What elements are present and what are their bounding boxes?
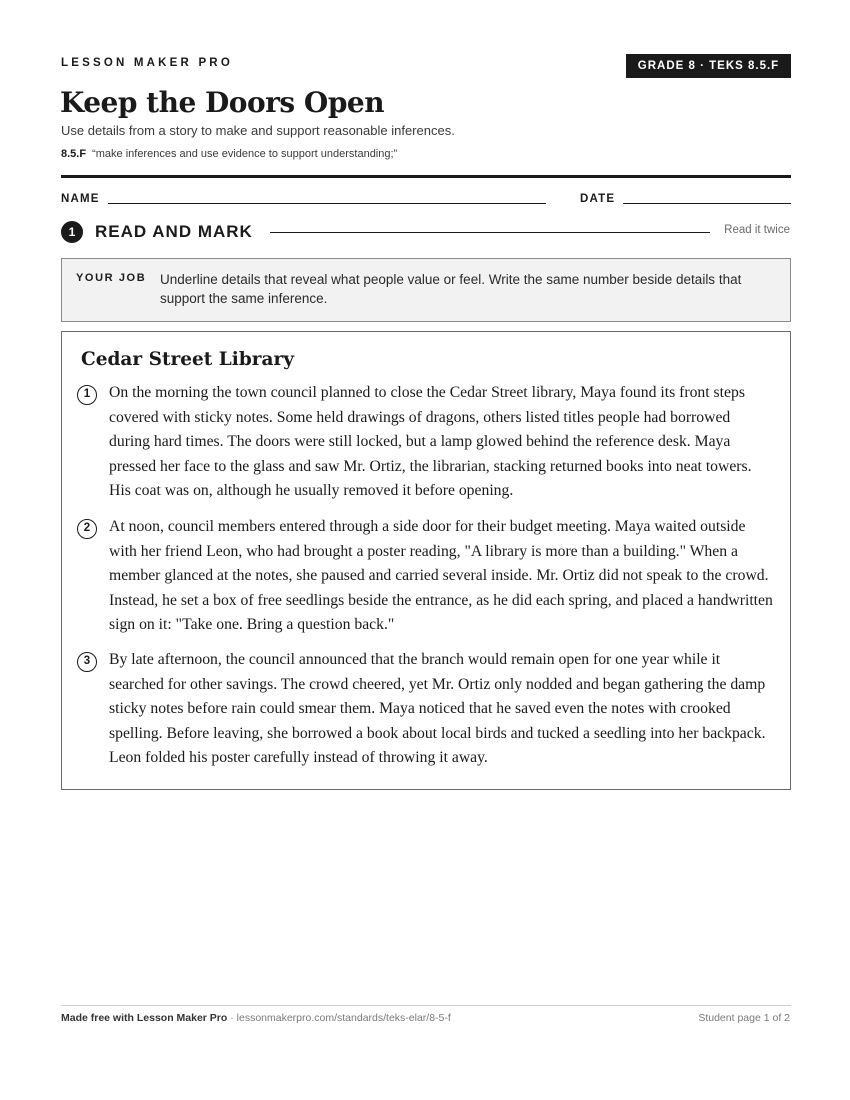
your-job-box <box>61 258 791 322</box>
your-job-text: Underline details that reveal what people value or feel. Write the same number beside details that support the same inference. <box>160 272 742 306</box>
step-number-badge: 1 <box>61 221 83 243</box>
date-label: DATE <box>580 193 616 205</box>
story-paragraph: At noon, council members entered through a side door for their budget meeting. Maya waited outside with her friend Leon, who had brought a poster reading, "A library is more than a building." When a member glanced at the notes, she paused and carried several inside. Mr. Ortiz did not speak to the crowd. Instead, he set a box of free seedlings beside the entrance, as he did each spring, and placed a handwritten sign on it: "Take one. Bring a question back." <box>109 518 773 633</box>
story-title: Cedar Street Library <box>81 349 294 370</box>
header-divider <box>61 175 791 178</box>
your-job-label: YOUR JOB <box>76 272 147 284</box>
brand-name: LESSON MAKER PRO <box>61 57 233 69</box>
standard-line <box>61 148 397 160</box>
footer-page-number: Student page 1 of 2 <box>698 1012 790 1024</box>
step-divider <box>270 232 710 233</box>
footer-divider <box>61 1005 791 1006</box>
name-label: NAME <box>61 193 100 205</box>
date-field-line[interactable] <box>623 203 791 204</box>
lesson-subtitle: Use details from a story to make and support reasonable inferences. <box>61 123 455 138</box>
story-paragraph: On the morning the town council planned to close the Cedar Street library, Maya found its front steps covered with sticky notes. Some held drawings of dragons, others listed titles people had borrowed during hard times. The doors were still locked, but a lamp glowed behind the reference desk. Maya pressed her face to the glass and saw Mr. Ortiz, the librarian, stacking returned books into neat towers. His coat was on, although he usually removed it before opening. <box>109 384 752 499</box>
lesson-title: Keep the Doors Open <box>60 86 385 119</box>
footer-brand: Made free with Lesson Maker Pro <box>61 1012 228 1024</box>
footer-credit <box>61 1012 451 1024</box>
paragraph-number: 1 <box>77 385 97 405</box>
story-box <box>61 331 791 790</box>
paragraph-number: 3 <box>77 652 97 672</box>
step-note: Read it twice <box>724 224 790 236</box>
paragraph-number: 2 <box>77 519 97 539</box>
step-title: READ AND MARK <box>95 222 253 241</box>
footer-url[interactable]: · lessonmakerpro.com/standards/teks-elar/8-5-f <box>227 1012 451 1024</box>
story-paragraph: By late afternoon, the council announced that the branch would remain open for one year while it searched for other savings. The crowd cheered, yet Mr. Ortiz only nodded and began gathering the damp sticky notes before rain could smear them. Maya noticed that he saved even the notes with crooked spelling. Before leaving, she borrowed a book about local birds and tucked a seedling into her backpack. Leon folded his poster carefully instead of throwing it away. <box>109 651 766 766</box>
standard-code: 8.5.F <box>61 148 87 160</box>
name-field-line[interactable] <box>108 203 546 204</box>
standard-text: “make inferences and use evidence to support understanding;” <box>92 148 398 160</box>
grade-badge: GRADE 8 · TEKS 8.5.F <box>626 54 791 78</box>
